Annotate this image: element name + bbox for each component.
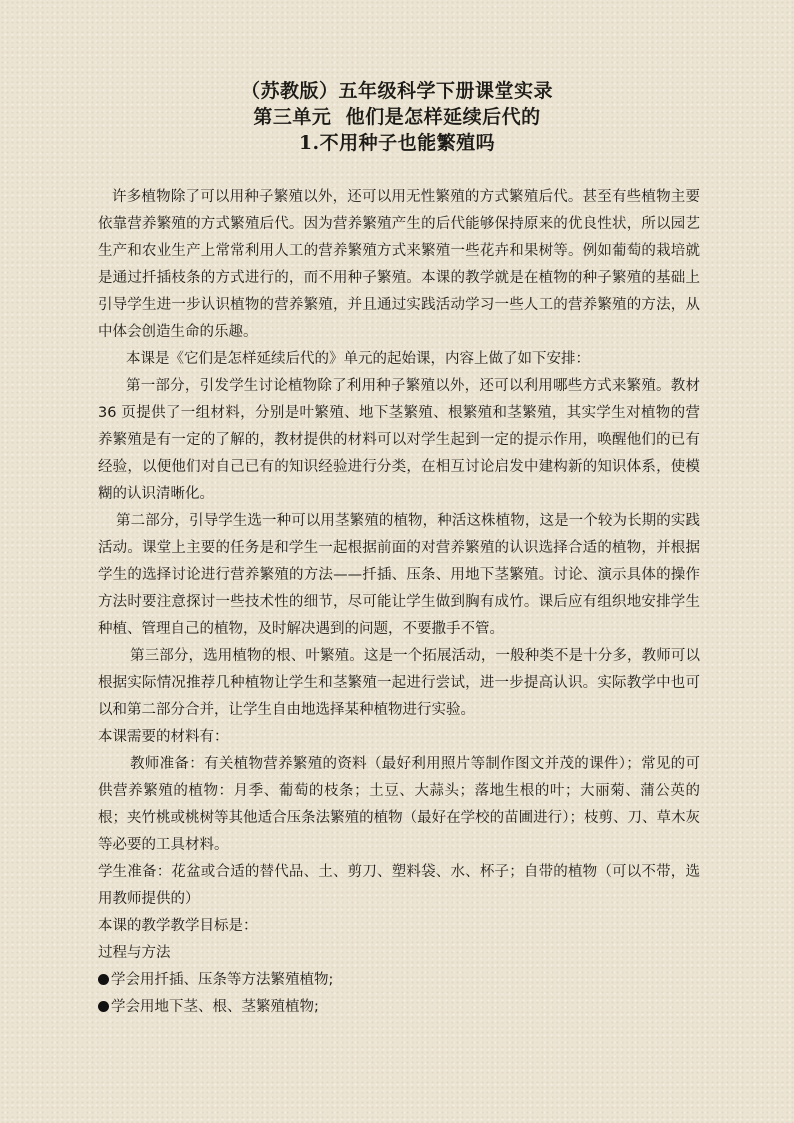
paragraph-materials-heading: 本课需要的材料有： <box>98 729 229 745</box>
title-block <box>0 78 794 156</box>
paragraph-part-two: 第二部分，引导学生选一种可以用茎繁殖的植物，种活这株植物，这是一个较为长期的实践活动。课堂上主要的任务是和学生一起根据前面的对营养繁殖的认识选择合适的植物，并根据学生的选择讨论进行营养繁殖的方法——扦插、压条、用地下茎繁殖。讨论、演示具体的操作方法时要注意探讨一些技术性的细节，尽可能让学生做到胸有成竹。课后应有组织地安排学生种植、管理自己的植物，及时解决遇到的问题，不要撒手不管。 <box>98 513 700 637</box>
paragraph-goals-heading: 本课的教学教学目标是： <box>98 918 258 934</box>
document-body <box>98 184 700 1021</box>
paragraph-process-methods: 过程与方法 <box>98 945 171 961</box>
paragraph-student-prep: 学生准备：花盆或合适的替代品、土、剪刀、塑料袋、水、杯子；自带的植物（可以不带，选用教师提供的） <box>98 864 700 907</box>
bullet-text: 学会用地下茎、根、茎繁殖植物; <box>111 999 319 1015</box>
paragraph-part-three: 第三部分，选用植物的根、叶繁殖。这是一个拓展活动，一般种类不是十分多，教师可以根据实际情况推荐几种植物让学生和茎繁殖一起进行尝试，进一步提高认识。实际教学中也可以和第二部分合并，让学生自由地选择某种植物进行实验。 <box>98 648 700 718</box>
bullet-dot-icon <box>98 974 109 985</box>
bullet-item <box>98 967 700 994</box>
title-line-2: 第三单元 他们是怎样延续后代的 <box>253 106 541 128</box>
bullet-item <box>98 994 700 1021</box>
paragraph-part-one: 第一部分，引发学生讨论植物除了利用种子繁殖以外，还可以利用哪些方式来繁殖。教材 36 页提供了一组材料，分别是叶繁殖、地下茎繁殖、根繁殖和茎繁殖，其实学生对植物的营养繁殖是有一定的了解的，教材提供的材料可以对学生起到一定的提示作用，唤醒他们的已有经验，以便他们对自己已有的知识经验进行分类，在相互讨论启发中建构新的知识体系，使模糊的认识清晰化。 <box>98 378 700 502</box>
paragraph-intro: 许多植物除了可以用种子繁殖以外，还可以用无性繁殖的方式繁殖后代。甚至有些植物主要依靠营养繁殖的方式繁殖后代。因为营养繁殖产生的后代能够保持原来的优良性状，所以园艺生产和农业生产上常常利用人工的营养繁殖方式来繁殖一些花卉和果树等。例如葡萄的栽培就是通过扦插枝条的方式进行的，而不用种子繁殖。本课的教学就是在植物的种子繁殖的基础上引导学生进一步认识植物的营养繁殖，并且通过实践活动学习一些人工的营养繁殖的方法，从中体会创造生命的乐趣。 <box>98 189 700 340</box>
title-line-3: 1.不用种子也能繁殖吗 <box>298 132 496 154</box>
bullet-text: 学会用扦插、压条等方法繁殖植物; <box>111 972 334 988</box>
paragraph-arrangement: 本课是《它们是怎样延续后代的》单元的起始课，内容上做了如下安排： <box>126 351 590 367</box>
paragraph-teacher-prep: 教师准备：有关植物营养繁殖的资料（最好利用照片等制作图文并茂的课件）；常见的可供营养繁殖的植物：月季、葡萄的枝条；土豆、大蒜头；落地生根的叶；大丽菊、蒲公英的根；夹竹桃或桃树等其他适合压条法繁殖的植物（最好在学校的苗圃进行）；枝剪、刀、草木灰等必要的工具材料。 <box>98 756 700 853</box>
title-line-1: （苏教版）五年级科学下册课堂实录 <box>240 80 553 102</box>
bullet-dot-icon <box>98 1001 109 1012</box>
